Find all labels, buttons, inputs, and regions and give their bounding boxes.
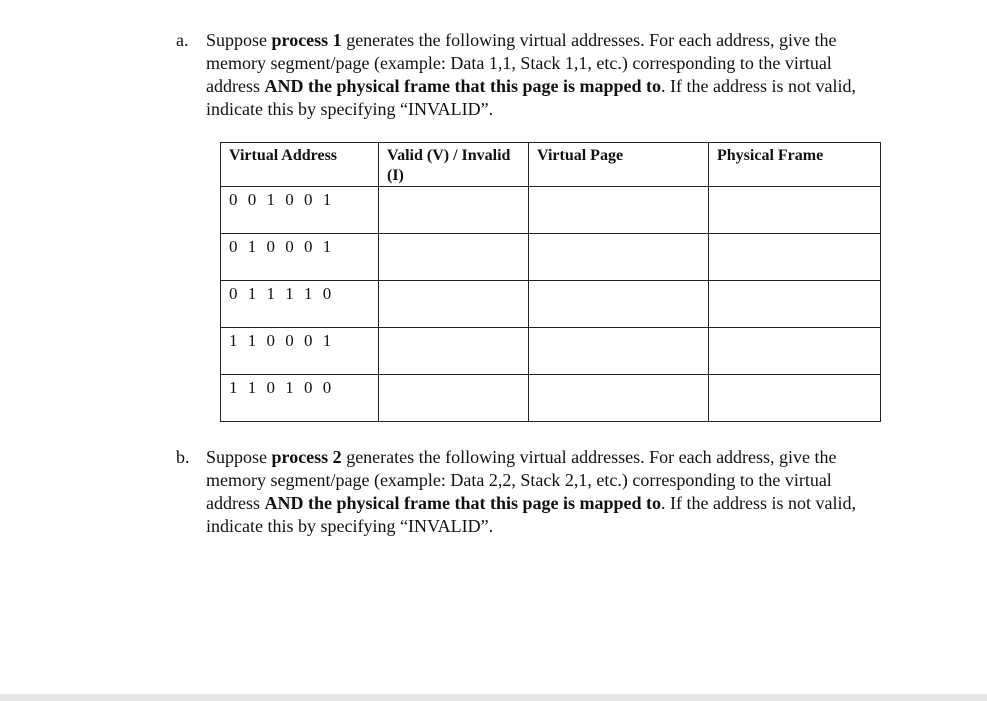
question-b-marker: b. bbox=[176, 447, 190, 467]
question-a-text bbox=[206, 29, 876, 121]
question-a-text-1: Suppose bbox=[206, 30, 272, 50]
question-a bbox=[176, 29, 876, 121]
cell-virtual-address: 0 1 0 0 0 1 bbox=[221, 234, 379, 281]
header-physical-frame: Physical Frame bbox=[709, 143, 881, 187]
question-b-text-3: . If the address is not valid, indicate this by specifying “INVALID”. bbox=[206, 493, 856, 536]
cell-physical-frame[interactable] bbox=[709, 234, 881, 281]
cell-virtual-page[interactable] bbox=[529, 375, 709, 422]
cell-valid[interactable] bbox=[379, 187, 529, 234]
question-b bbox=[176, 446, 876, 538]
cell-virtual-page[interactable] bbox=[529, 234, 709, 281]
table-row bbox=[221, 187, 881, 234]
cell-valid[interactable] bbox=[379, 281, 529, 328]
question-a-text-2: generates the following virtual addresses. For each address, give the memory segment/page (example: Data 1,1, Stack 1,1, etc.) corresponding to the virtual address bbox=[206, 30, 837, 96]
cell-physical-frame[interactable] bbox=[709, 328, 881, 375]
question-b-bold-2: AND the physical frame that this page is mapped to bbox=[264, 493, 661, 513]
cell-physical-frame[interactable] bbox=[709, 281, 881, 328]
question-a-bold-2: AND the physical frame that this page is mapped to bbox=[264, 76, 661, 96]
question-b-text bbox=[206, 446, 876, 538]
answer-table bbox=[220, 142, 881, 422]
header-valid-invalid: Valid (V) / Invalid (I) bbox=[379, 143, 529, 187]
table-row bbox=[221, 281, 881, 328]
cell-virtual-address: 0 0 1 0 0 1 bbox=[221, 187, 379, 234]
cell-virtual-page[interactable] bbox=[529, 328, 709, 375]
cell-virtual-address: 1 1 0 1 0 0 bbox=[221, 375, 379, 422]
cell-valid[interactable] bbox=[379, 234, 529, 281]
question-a-marker: a. bbox=[176, 30, 189, 50]
question-a-text-3: . If the address is not valid, indicate this by specifying “INVALID”. bbox=[206, 76, 856, 119]
cell-virtual-page[interactable] bbox=[529, 281, 709, 328]
cell-valid[interactable] bbox=[379, 375, 529, 422]
question-a-bold-1: process 1 bbox=[271, 30, 342, 50]
cell-physical-frame[interactable] bbox=[709, 375, 881, 422]
table-row bbox=[221, 234, 881, 281]
question-b-text-2: generates the following virtual addresses. For each address, give the memory segment/page (example: Data 2,2, Stack 2,1, etc.) corresponding to the virtual address bbox=[206, 447, 837, 513]
header-virtual-address: Virtual Address bbox=[221, 143, 379, 187]
table-header-row bbox=[221, 143, 881, 187]
table-row bbox=[221, 328, 881, 375]
question-b-bold-1: process 2 bbox=[271, 447, 342, 467]
question-b-text-1: Suppose bbox=[206, 447, 272, 467]
cell-physical-frame[interactable] bbox=[709, 187, 881, 234]
cell-virtual-address: 0 1 1 1 1 0 bbox=[221, 281, 379, 328]
table-row bbox=[221, 375, 881, 422]
cell-virtual-address: 1 1 0 0 0 1 bbox=[221, 328, 379, 375]
cell-valid[interactable] bbox=[379, 328, 529, 375]
cell-virtual-page[interactable] bbox=[529, 187, 709, 234]
bottom-scroll-bar bbox=[0, 694, 987, 701]
header-virtual-page: Virtual Page bbox=[529, 143, 709, 187]
